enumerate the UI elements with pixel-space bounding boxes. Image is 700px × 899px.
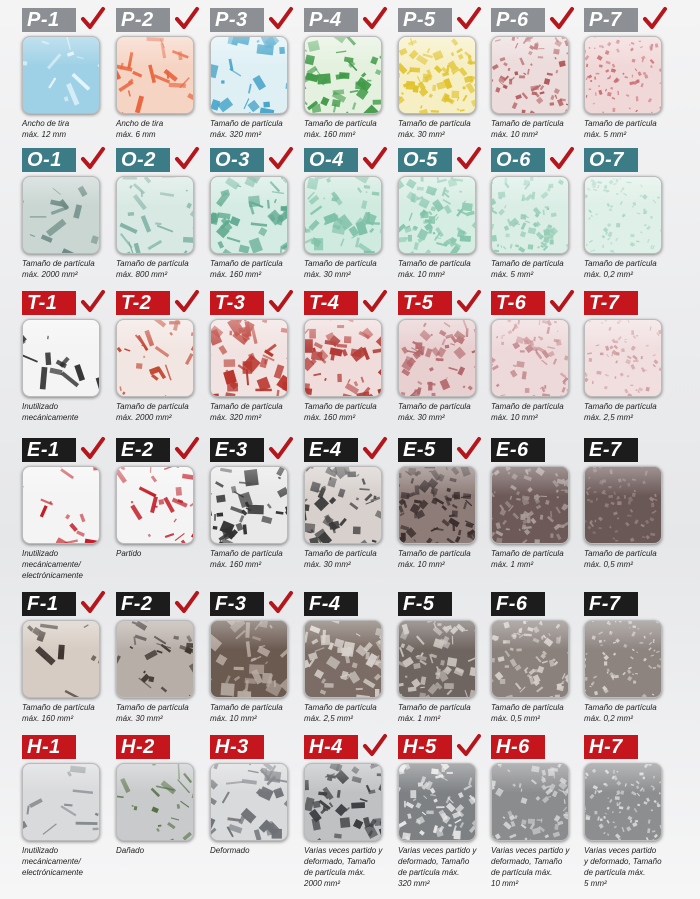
shred-sample-image: [304, 763, 382, 841]
shred-sample-image: [304, 319, 382, 397]
level-header: [398, 436, 484, 464]
shred-sample-image: [491, 466, 569, 544]
level-description: Tamaño de partícula máx. 5 mm²: [491, 259, 564, 279]
level-description: Tamaño de partícula máx. 2,5 mm²: [304, 703, 377, 723]
level-code-badge: P-7: [584, 8, 638, 32]
level-card-o-3: [210, 146, 296, 279]
shred-sample-image: [116, 176, 194, 254]
level-card-o-1: [22, 146, 108, 279]
level-code-badge: T-7: [584, 291, 638, 315]
level-code-badge: P-5: [398, 8, 452, 32]
checkmark-icon: [362, 146, 388, 172]
level-code-badge: O-6: [491, 148, 545, 172]
checkmark-icon: [549, 146, 575, 172]
checkmark-icon: [80, 590, 106, 616]
level-code-badge: T-3: [210, 291, 264, 315]
shred-sample-image: [584, 763, 662, 841]
shred-sample-image: [584, 176, 662, 254]
level-code-badge: P-3: [210, 8, 264, 32]
level-card-t-5: [398, 289, 484, 422]
level-description: Tamaño de partícula máx. 2,5 mm²: [584, 402, 657, 422]
checkmark-icon: [456, 289, 482, 315]
level-header: [398, 289, 484, 317]
shred-sample-image: [210, 319, 288, 397]
level-card-e-5: [398, 436, 484, 569]
level-description: Tamaño de partícula máx. 10 mm²: [210, 703, 283, 723]
level-header: [304, 436, 390, 464]
level-header: [584, 289, 670, 317]
level-card-e-4: [304, 436, 390, 569]
level-header: [116, 6, 202, 34]
level-header: [22, 590, 108, 618]
level-card-p-7: [584, 6, 670, 139]
level-code-badge: H-5: [398, 735, 452, 759]
level-code-badge: E-3: [210, 438, 264, 462]
shred-sample-image: [398, 319, 476, 397]
level-header: [116, 590, 202, 618]
checkmark-icon: [268, 6, 294, 32]
level-description: Tamaño de partícula máx. 160 mm²: [304, 402, 377, 422]
level-header: [304, 146, 390, 174]
checkmark-icon: [80, 6, 106, 32]
level-description: Ancho de tira máx. 12 mm: [22, 119, 70, 139]
level-code-badge: H-4: [304, 735, 358, 759]
level-header: [116, 436, 202, 464]
level-card-p-3: [210, 6, 296, 139]
level-card-f-7: [584, 590, 670, 723]
level-code-badge: H-1: [22, 735, 76, 759]
level-description: Tamaño de partícula máx. 1 mm²: [491, 549, 564, 569]
level-code-badge: E-6: [491, 438, 545, 462]
shred-sample-image: [491, 319, 569, 397]
level-card-e-6: [491, 436, 577, 569]
level-description: Varias veces partido y deformado, Tamaño de partícula máx. 5 mm²: [584, 846, 662, 888]
level-card-f-2: [116, 590, 202, 723]
level-description: Tamaño de partícula máx. 10 mm²: [398, 259, 471, 279]
level-description: Tamaño de partícula máx. 30 mm²: [398, 402, 471, 422]
level-card-p-2: [116, 6, 202, 139]
level-description: Tamaño de partícula máx. 800 mm²: [116, 259, 189, 279]
level-code-badge: O-5: [398, 148, 452, 172]
level-code-badge: P-2: [116, 8, 170, 32]
level-description: Tamaño de partícula máx. 0,2 mm²: [584, 259, 657, 279]
shred-sample-image: [116, 620, 194, 698]
shred-sample-image: [584, 466, 662, 544]
level-code-badge: O-1: [22, 148, 76, 172]
level-header: [491, 289, 577, 317]
shred-sample-image: [398, 176, 476, 254]
level-code-badge: T-1: [22, 291, 76, 315]
level-code-badge: T-5: [398, 291, 452, 315]
shred-sample-image: [584, 319, 662, 397]
level-card-h-6: [491, 733, 577, 888]
checkmark-icon: [80, 289, 106, 315]
shred-sample-image: [398, 36, 476, 114]
level-description: Tamaño de partícula máx. 160 mm²: [22, 703, 95, 723]
checkmark-icon: [456, 146, 482, 172]
level-description: Tamaño de partícula máx. 320 mm²: [210, 119, 283, 139]
level-description: Inutilizado mecánicamente: [22, 402, 79, 422]
checkmark-icon: [456, 436, 482, 462]
level-header: [584, 733, 670, 761]
level-header: [210, 733, 296, 761]
level-description: Tamaño de partícula máx. 0,5 mm²: [491, 703, 564, 723]
level-description: Tamaño de partícula máx. 1 mm²: [398, 703, 471, 723]
checkmark-icon: [549, 289, 575, 315]
shred-sample-image: [304, 176, 382, 254]
level-code-badge: O-2: [116, 148, 170, 172]
shred-sample-image: [22, 620, 100, 698]
shred-sample-image: [398, 763, 476, 841]
level-header: [398, 733, 484, 761]
level-card-h-1: [22, 733, 108, 877]
level-card-e-2: [116, 436, 202, 558]
level-code-badge: F-3: [210, 592, 264, 616]
level-card-h-2: [116, 733, 202, 855]
shred-sample-image: [210, 466, 288, 544]
level-description: Tamaño de partícula máx. 30 mm²: [116, 703, 189, 723]
level-card-t-7: [584, 289, 670, 422]
level-header: [491, 733, 577, 761]
level-code-badge: P-4: [304, 8, 358, 32]
level-description: Tamaño de partícula máx. 320 mm²: [210, 402, 283, 422]
level-description: Varias veces partido y deformado, Tamaño de partícula máx. 10 mm²: [491, 846, 570, 888]
checkmark-icon: [642, 6, 668, 32]
level-header: [304, 733, 390, 761]
level-description: Tamaño de partícula máx. 30 mm²: [398, 119, 471, 139]
shred-sample-image: [304, 36, 382, 114]
level-code-badge: P-6: [491, 8, 545, 32]
shred-sample-image: [210, 36, 288, 114]
shred-sample-image: [22, 176, 100, 254]
level-card-o-6: [491, 146, 577, 279]
level-card-f-6: [491, 590, 577, 723]
level-code-badge: F-7: [584, 592, 638, 616]
checkmark-icon: [456, 733, 482, 759]
level-card-f-1: [22, 590, 108, 723]
level-code-badge: T-4: [304, 291, 358, 315]
level-code-badge: E-4: [304, 438, 358, 462]
level-header: [304, 590, 390, 618]
shred-sample-image: [22, 466, 100, 544]
level-description: Varias veces partido y deformado, Tamaño de partícula máx. 320 mm²: [398, 846, 477, 888]
level-header: [210, 289, 296, 317]
level-description: Deformado: [210, 846, 250, 855]
level-code-badge: F-6: [491, 592, 545, 616]
level-description: Inutilizado mecánicamente/ electrónicamente: [22, 846, 83, 877]
level-code-badge: H-7: [584, 735, 638, 759]
level-code-badge: O-3: [210, 148, 264, 172]
level-description: Tamaño de partícula máx. 10 mm²: [398, 549, 471, 569]
level-code-badge: F-4: [304, 592, 358, 616]
level-card-t-6: [491, 289, 577, 422]
level-header: [22, 733, 108, 761]
level-header: [22, 146, 108, 174]
shred-sample-image: [491, 36, 569, 114]
checkmark-icon: [174, 289, 200, 315]
level-header: [398, 146, 484, 174]
level-card-h-7: [584, 733, 670, 888]
checkmark-icon: [362, 6, 388, 32]
shred-sample-image: [22, 763, 100, 841]
level-header: [116, 146, 202, 174]
checkmark-icon: [268, 146, 294, 172]
level-card-e-7: [584, 436, 670, 569]
level-description: Tamaño de partícula máx. 30 mm²: [304, 549, 377, 569]
level-description: Tamaño de partícula máx. 160 mm²: [210, 549, 283, 569]
level-description: Tamaño de partícula máx. 30 mm²: [304, 259, 377, 279]
level-code-badge: O-4: [304, 148, 358, 172]
level-description: Inutilizado mecánicamente/ electrónicamente: [22, 549, 83, 580]
shred-sample-image: [116, 466, 194, 544]
shred-sample-image: [491, 620, 569, 698]
level-card-p-1: [22, 6, 108, 139]
level-card-t-2: [116, 289, 202, 422]
level-code-badge: E-5: [398, 438, 452, 462]
level-code-badge: F-1: [22, 592, 76, 616]
level-header: [22, 289, 108, 317]
level-description: Tamaño de partícula máx. 10 mm²: [491, 402, 564, 422]
shred-sample-image: [22, 36, 100, 114]
level-code-badge: H-3: [210, 735, 264, 759]
level-card-t-4: [304, 289, 390, 422]
level-code-badge: F-5: [398, 592, 452, 616]
checkmark-icon: [80, 146, 106, 172]
level-description: Tamaño de partícula máx. 160 mm²: [304, 119, 377, 139]
level-header: [584, 146, 670, 174]
level-card-h-5: [398, 733, 484, 888]
level-card-o-5: [398, 146, 484, 279]
level-code-badge: T-6: [491, 291, 545, 315]
level-description: Tamaño de partícula máx. 10 mm²: [491, 119, 564, 139]
level-code-badge: H-2: [116, 735, 170, 759]
shred-sample-image: [210, 176, 288, 254]
shred-sample-image: [116, 319, 194, 397]
checkmark-icon: [456, 6, 482, 32]
level-description: Tamaño de partícula máx. 0,2 mm²: [584, 703, 657, 723]
level-header: [491, 6, 577, 34]
shred-sample-image: [584, 36, 662, 114]
level-header: [491, 590, 577, 618]
level-header: [210, 6, 296, 34]
checkmark-icon: [362, 733, 388, 759]
level-card-p-6: [491, 6, 577, 139]
level-description: Ancho de tira máx. 6 mm: [116, 119, 164, 139]
level-card-o-4: [304, 146, 390, 279]
level-description: Tamaño de partícula máx. 2000 mm²: [116, 402, 189, 422]
level-header: [210, 436, 296, 464]
level-code-badge: O-7: [584, 148, 638, 172]
level-header: [584, 6, 670, 34]
shred-sample-image: [116, 763, 194, 841]
level-code-badge: T-2: [116, 291, 170, 315]
shred-sample-image: [116, 36, 194, 114]
checkmark-icon: [268, 289, 294, 315]
level-header: [210, 590, 296, 618]
level-code-badge: E-1: [22, 438, 76, 462]
level-header: [398, 6, 484, 34]
shred-sample-image: [491, 763, 569, 841]
level-description: Varias veces partido y deformado, Tamaño de partícula máx. 2000 mm²: [304, 846, 383, 888]
level-card-e-1: [22, 436, 108, 580]
level-description: Dañado: [116, 846, 145, 855]
checkmark-icon: [174, 146, 200, 172]
checkmark-icon: [174, 590, 200, 616]
level-header: [398, 590, 484, 618]
shred-sample-image: [398, 466, 476, 544]
shred-sample-image: [398, 620, 476, 698]
level-header: [304, 6, 390, 34]
level-header: [584, 436, 670, 464]
level-code-badge: H-6: [491, 735, 545, 759]
checkmark-icon: [174, 436, 200, 462]
level-header: [210, 146, 296, 174]
shred-sample-image: [304, 620, 382, 698]
level-description: Tamaño de partícula máx. 5 mm²: [584, 119, 657, 139]
level-code-badge: F-2: [116, 592, 170, 616]
level-code-badge: E-2: [116, 438, 170, 462]
level-header: [116, 733, 202, 761]
level-description: Tamaño de partícula máx. 0,5 mm²: [584, 549, 657, 569]
checkmark-icon: [362, 289, 388, 315]
level-description: Partido: [116, 549, 142, 558]
level-description: Tamaño de partícula máx. 2000 mm²: [22, 259, 95, 279]
checkmark-icon: [268, 590, 294, 616]
level-card-h-3: [210, 733, 296, 855]
level-card-f-3: [210, 590, 296, 723]
checkmark-icon: [362, 436, 388, 462]
level-header: [491, 146, 577, 174]
level-card-e-3: [210, 436, 296, 569]
level-card-t-3: [210, 289, 296, 422]
level-card-p-5: [398, 6, 484, 139]
level-card-o-2: [116, 146, 202, 279]
level-code-badge: P-1: [22, 8, 76, 32]
shred-sample-image: [304, 466, 382, 544]
checkmark-icon: [549, 6, 575, 32]
shred-sample-image: [584, 620, 662, 698]
level-header: [22, 436, 108, 464]
level-header: [584, 590, 670, 618]
level-header: [491, 436, 577, 464]
level-header: [22, 6, 108, 34]
shred-sample-image: [491, 176, 569, 254]
level-code-badge: E-7: [584, 438, 638, 462]
shred-sample-image: [210, 620, 288, 698]
checkmark-icon: [268, 436, 294, 462]
checkmark-icon: [80, 436, 106, 462]
level-card-p-4: [304, 6, 390, 139]
level-header: [304, 289, 390, 317]
level-card-h-4: [304, 733, 390, 888]
checkmark-icon: [174, 6, 200, 32]
level-card-t-1: [22, 289, 108, 422]
level-card-o-7: [584, 146, 670, 279]
level-card-f-5: [398, 590, 484, 723]
level-header: [116, 289, 202, 317]
shred-sample-image: [22, 319, 100, 397]
level-description: Tamaño de partícula máx. 160 mm²: [210, 259, 283, 279]
shred-sample-image: [210, 763, 288, 841]
level-card-f-4: [304, 590, 390, 723]
